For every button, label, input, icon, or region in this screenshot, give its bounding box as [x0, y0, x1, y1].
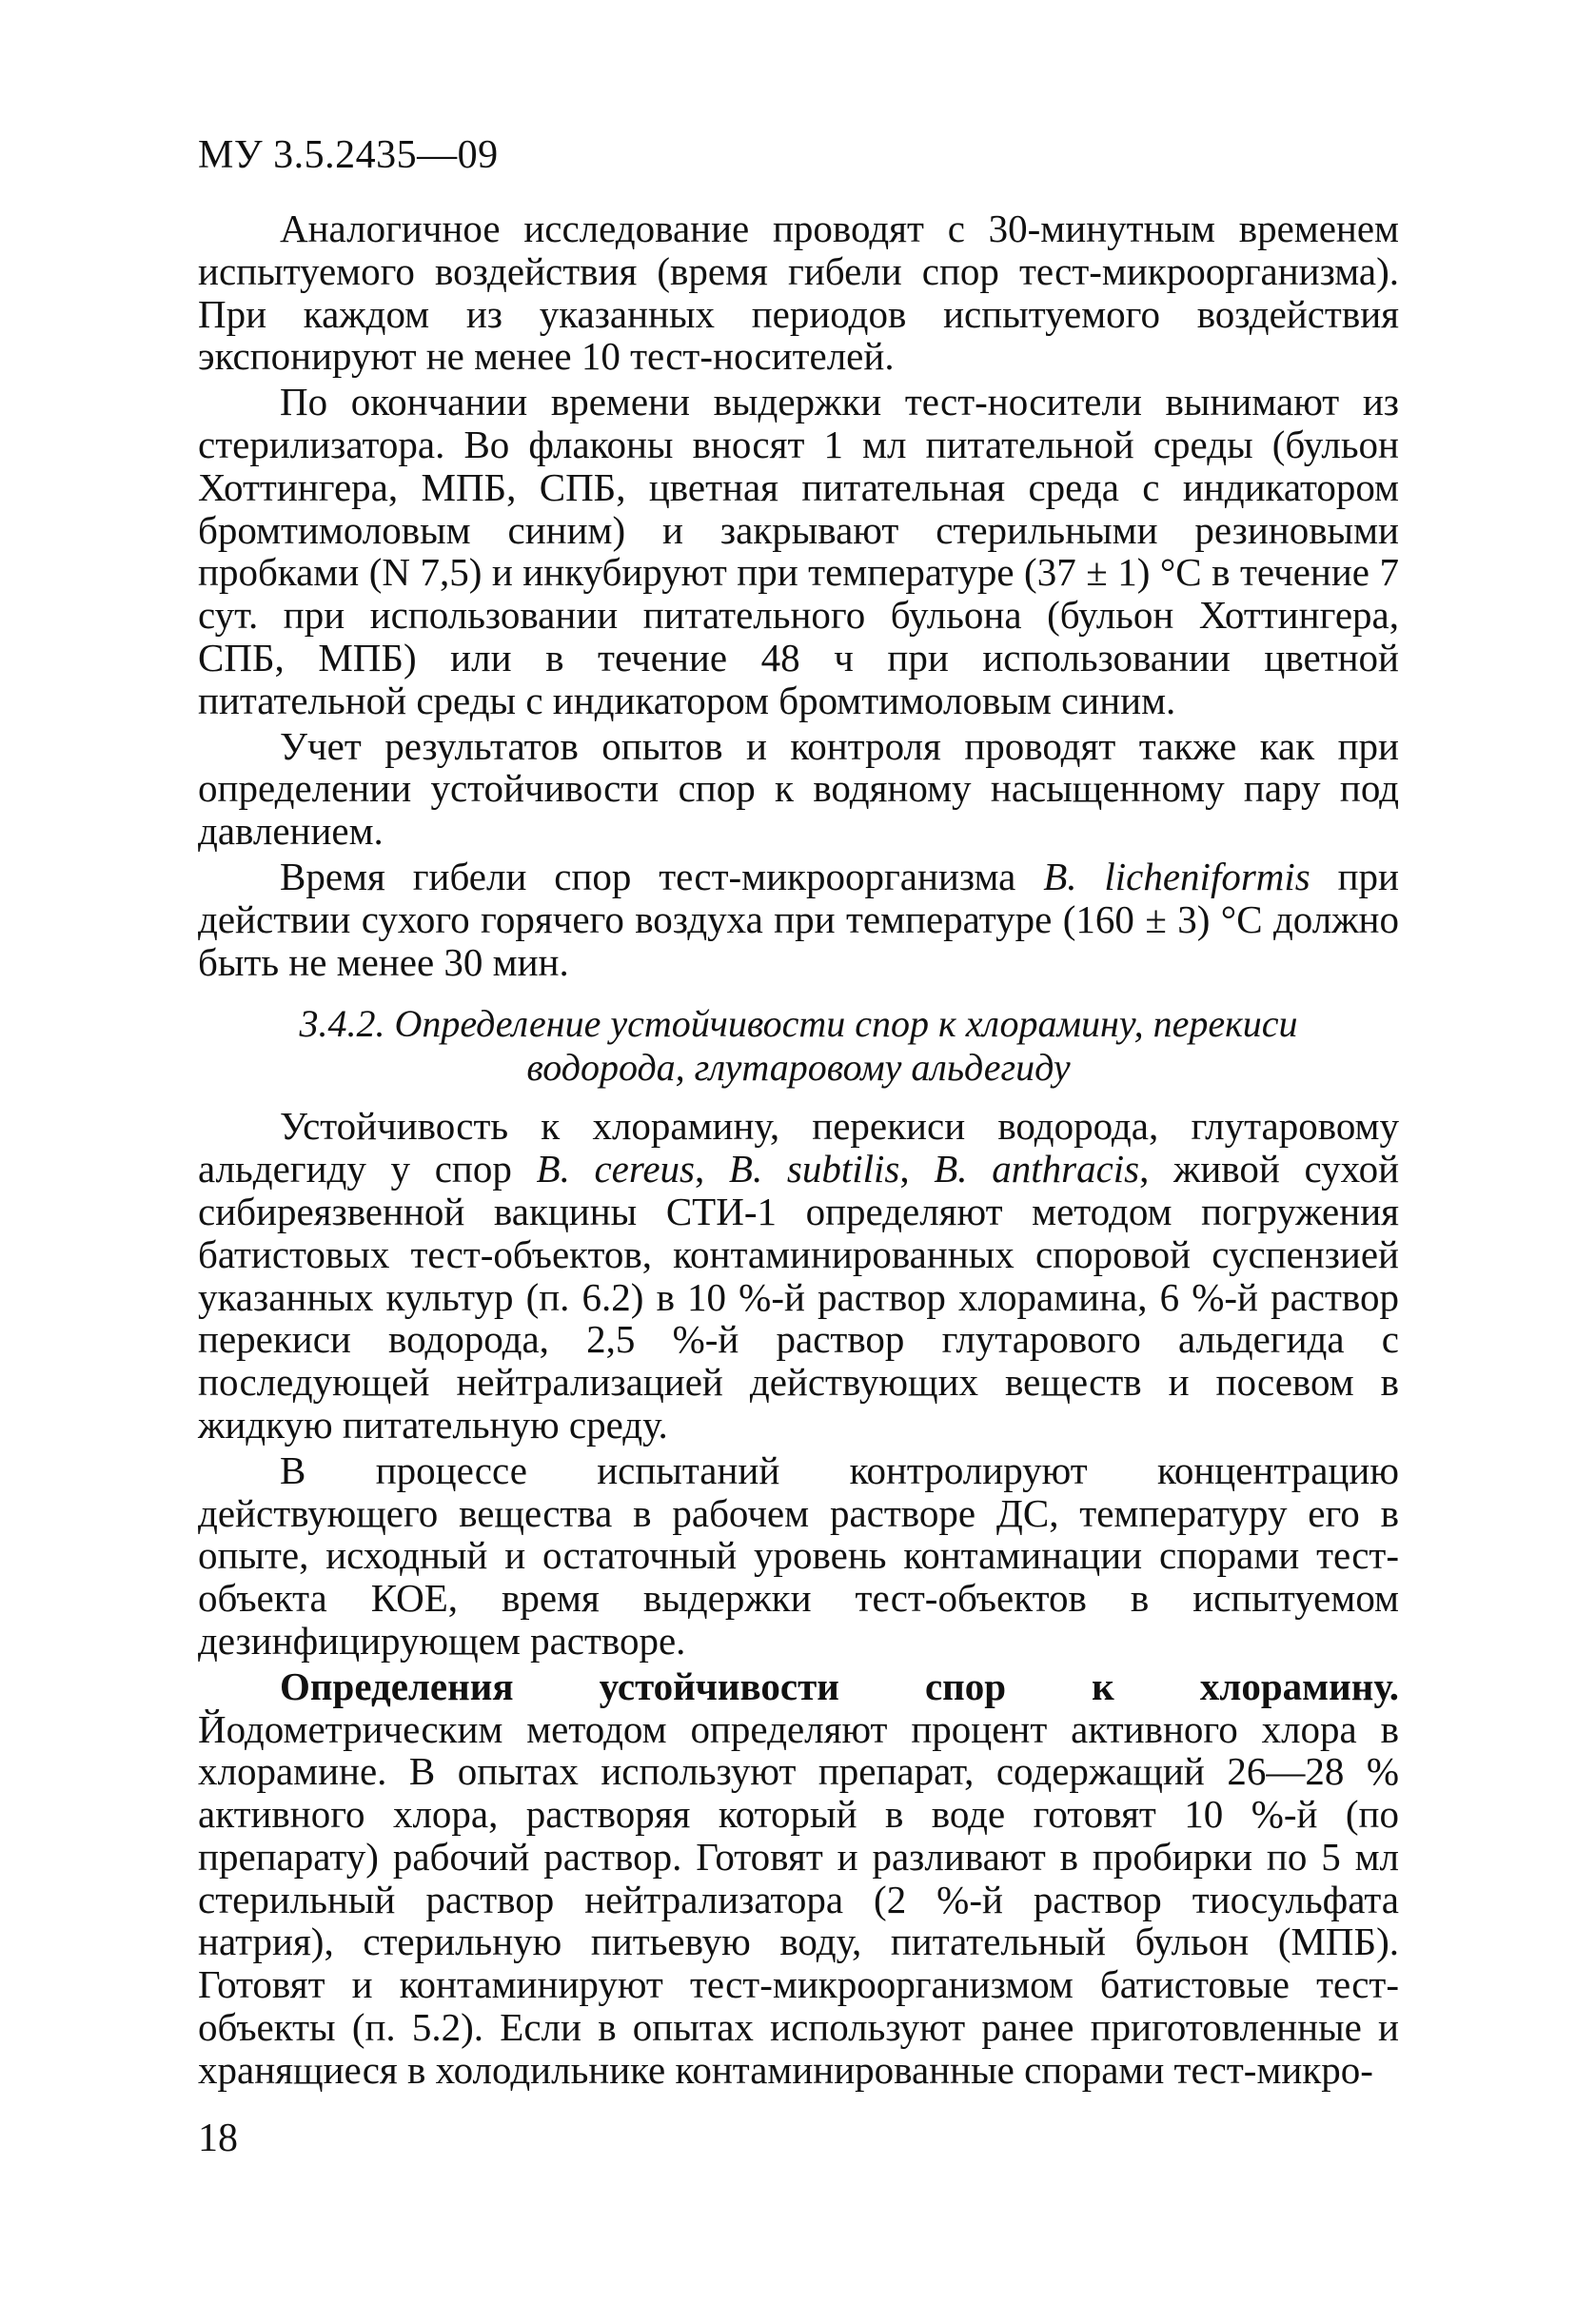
page-number: 18 — [198, 2117, 238, 2160]
paragraph-chloramine-resistance — [198, 1665, 1399, 2092]
paragraph-results-accounting: Учет результатов опытов и контроля проводят также как при определении устойчивости спор к водяному насыщенному пару под давлением. — [198, 723, 1399, 854]
text-fragment: , — [694, 1147, 729, 1191]
text-fragment: Устойчивость к хлорамину, перекиси водорода, глутаровому альдегиду у спор — [198, 1104, 1399, 1191]
paragraph-timing: Аналогичное исследование проводят с 30-минутным временем испытуемого воздействия (время гибели спор тест-микроорганизма). При каждом из указанных периодов испытуемого воздействия экспонируют не менее 10 тест-носителей. — [198, 207, 1399, 379]
text-fragment: , — [899, 1147, 935, 1191]
document-code-header: МУ 3.5.2435—09 — [198, 133, 499, 177]
paragraph-death-time — [198, 856, 1399, 983]
section-heading-3-4-2 — [198, 1002, 1399, 1090]
paragraph-chloramine-text: Йодометрическим методом определяют процент активного хлора в хлорамине. В опытах используют препарат, содержащий 26—28 % активного хлора, растворяя который в воде готовят 10 %-й (по препарату) рабочий раствор. Готовят и разливают в пробирки по 5 мл стерильный раствор нейтрализатора (2 %-й раствор тиосульфата натрия), стерильную питьевую воду, питательный бульон (МПБ). Готовят и контаминируют тест-микроорганизмом батистовые тест-объекты (п. 5.2). Если в опытах используют ранее приготовленные и хранящиеся в холодильнике контаминированные спорами тест-микро- — [198, 1706, 1399, 2092]
section-heading-line-1: 3.4.2. Определение устойчивости спор к хлорамину, перекиси — [299, 1002, 1298, 1046]
paragraph-lead-bold: Определения устойчивости спор к хлорамину. — [280, 1664, 1399, 1708]
paragraph-control-parameters: В процессе испытаний контролируют концентрацию действующего вещества в рабочем растворе ДС, температуру его в опыте, исходный и остаточный уровень контаминации спорами тест-объекта КОЕ, время выдержки тест-объектов в испытуемом дезинфицирующем растворе. — [198, 1447, 1399, 1663]
species-name-licheniformis: B. licheniformis — [1043, 854, 1310, 898]
document-body — [198, 207, 1399, 2095]
section-heading-line-2: водорода, глутаровому альдегиду — [526, 1046, 1071, 1090]
species-name-anthracis: B. anthracis — [934, 1147, 1140, 1191]
paragraph-resistance-method — [198, 1105, 1399, 1446]
paragraph-death-time-start: Время гибели спор тест-микроорганизма — [280, 854, 1044, 898]
paragraph-incubation: По окончании времени выдержки тест-носители вынимают из стерилизатора. Во флаконы вносят 1 мл питательной среды (бульон Хоттингера, МПБ, СПБ, цветная питательная среда с индикатором бромтимоловым синим) и закрывают стерильными резиновыми пробками (N 7,5) и инкубируют при температуре (37 ± 1) °С в течение 7 сут. при использовании питательного бульона (бульон Хоттингера, СПБ, МПБ) или в течение 48 ч при использовании цветной питательной среды с индикатором бромтимоловым синим. — [198, 380, 1399, 722]
species-name-subtilis: B. subtilis — [728, 1147, 900, 1191]
text-fragment: , живой сухой сибиреязвенной вакцины СТИ-1 определяют методом погружения батистовых тест-объектов, контаминированных споровой суспензией указанных культур (п. 6.2) в 10 %-й раствор хлорамина, 6 %-й раствор перекиси водорода, 2,5 %-й раствор глутарового альдегида с последующей нейтрализацией действующих веществ и посевом в жидкую питательную среду. — [198, 1147, 1400, 1447]
species-name-cereus: B. cereus — [536, 1147, 695, 1191]
paragraph-death-time-end: при действии сухого горячего воздуха при температуре (160 ± 3) °С должно быть не менее 30 мин. — [198, 854, 1399, 984]
